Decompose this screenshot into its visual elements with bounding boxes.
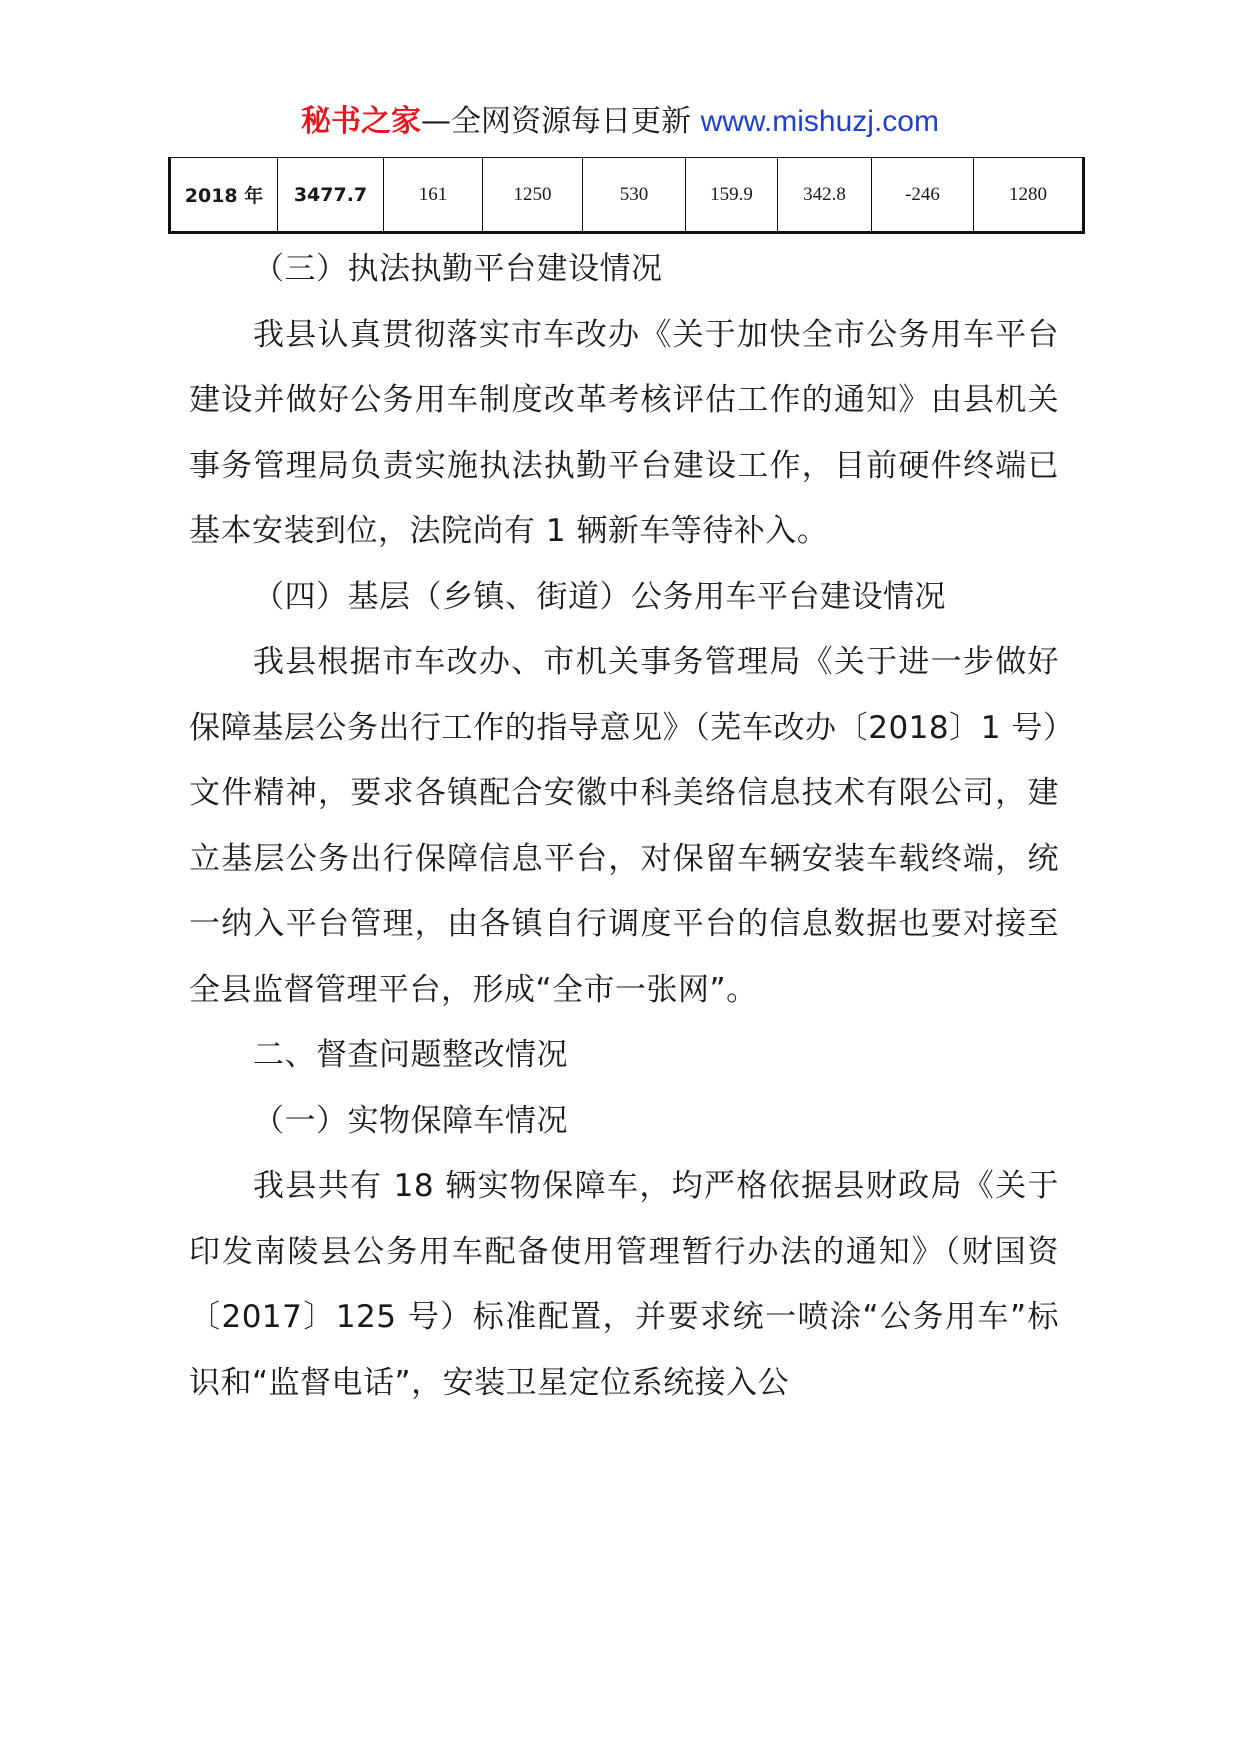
table-cell: -246 (872, 158, 974, 233)
site-slogan: —全网资源每日更新 (421, 104, 701, 139)
table-cell-year: 2018 年 (170, 158, 278, 233)
table-cell: 1280 (974, 158, 1084, 233)
table-cell-total: 3477.7 (278, 158, 384, 233)
section-heading: （四）基层（乡镇、街道）公务用车平台建设情况 (253, 578, 946, 615)
table-cell: 1250 (483, 158, 583, 233)
section-heading: （三）执法执勤平台建设情况 (253, 251, 663, 287)
paragraph: 我县共有 18 辆实物保障车，均严格依据县财政局《关于印发南陵县公务用车配备使用管理暂行办法的通知》（财国资〔2017〕125 号）标准配置，并要求统一喷涂“公务用车”标识和“监督电话”，安装卫星定位系统接入公 (189, 1168, 1059, 1401)
table-cell: 159.9 (686, 158, 778, 233)
paragraph: 我县认真贯彻落实市车改办《关于加快全市公务用车平台建设并做好公务用车制度改革考核评估工作的通知》由县机关事务管理局负责实施执法执勤平台建设工作，目前硬件终端已基本安装到位，法院尚有 1 辆新车等待补入。 (189, 316, 1059, 549)
site-header (0, 100, 1240, 144)
site-brand: 秘书之家 (301, 104, 422, 139)
data-table (168, 157, 1085, 234)
section-heading: （一）实物保障车情况 (253, 1102, 568, 1139)
paragraph: 我县根据市车改办、市机关事务管理局《关于进一步做好保障基层公务出行工作的指导意见》（芜车改办〔2018〕1 号）文件精神，要求各镇配合安徽中科美络信息技术有限公司，建立基层公务出行保障信息平台，对保留车辆安装车载终端，统一纳入平台管理，由各镇自行调度平台的信息数据也要对接至全县监督管理平台，形成“全市一张网”。 (189, 644, 1059, 1008)
table-cell: 530 (583, 158, 686, 233)
table-cell: 161 (384, 158, 483, 233)
table-row (170, 158, 1084, 233)
section-heading: 二、督查问题整改情况 (253, 1037, 568, 1073)
site-url-link[interactable]: www.mishuzj.com (700, 105, 939, 138)
table-cell: 342.8 (778, 158, 872, 233)
document-body (189, 237, 1059, 1416)
